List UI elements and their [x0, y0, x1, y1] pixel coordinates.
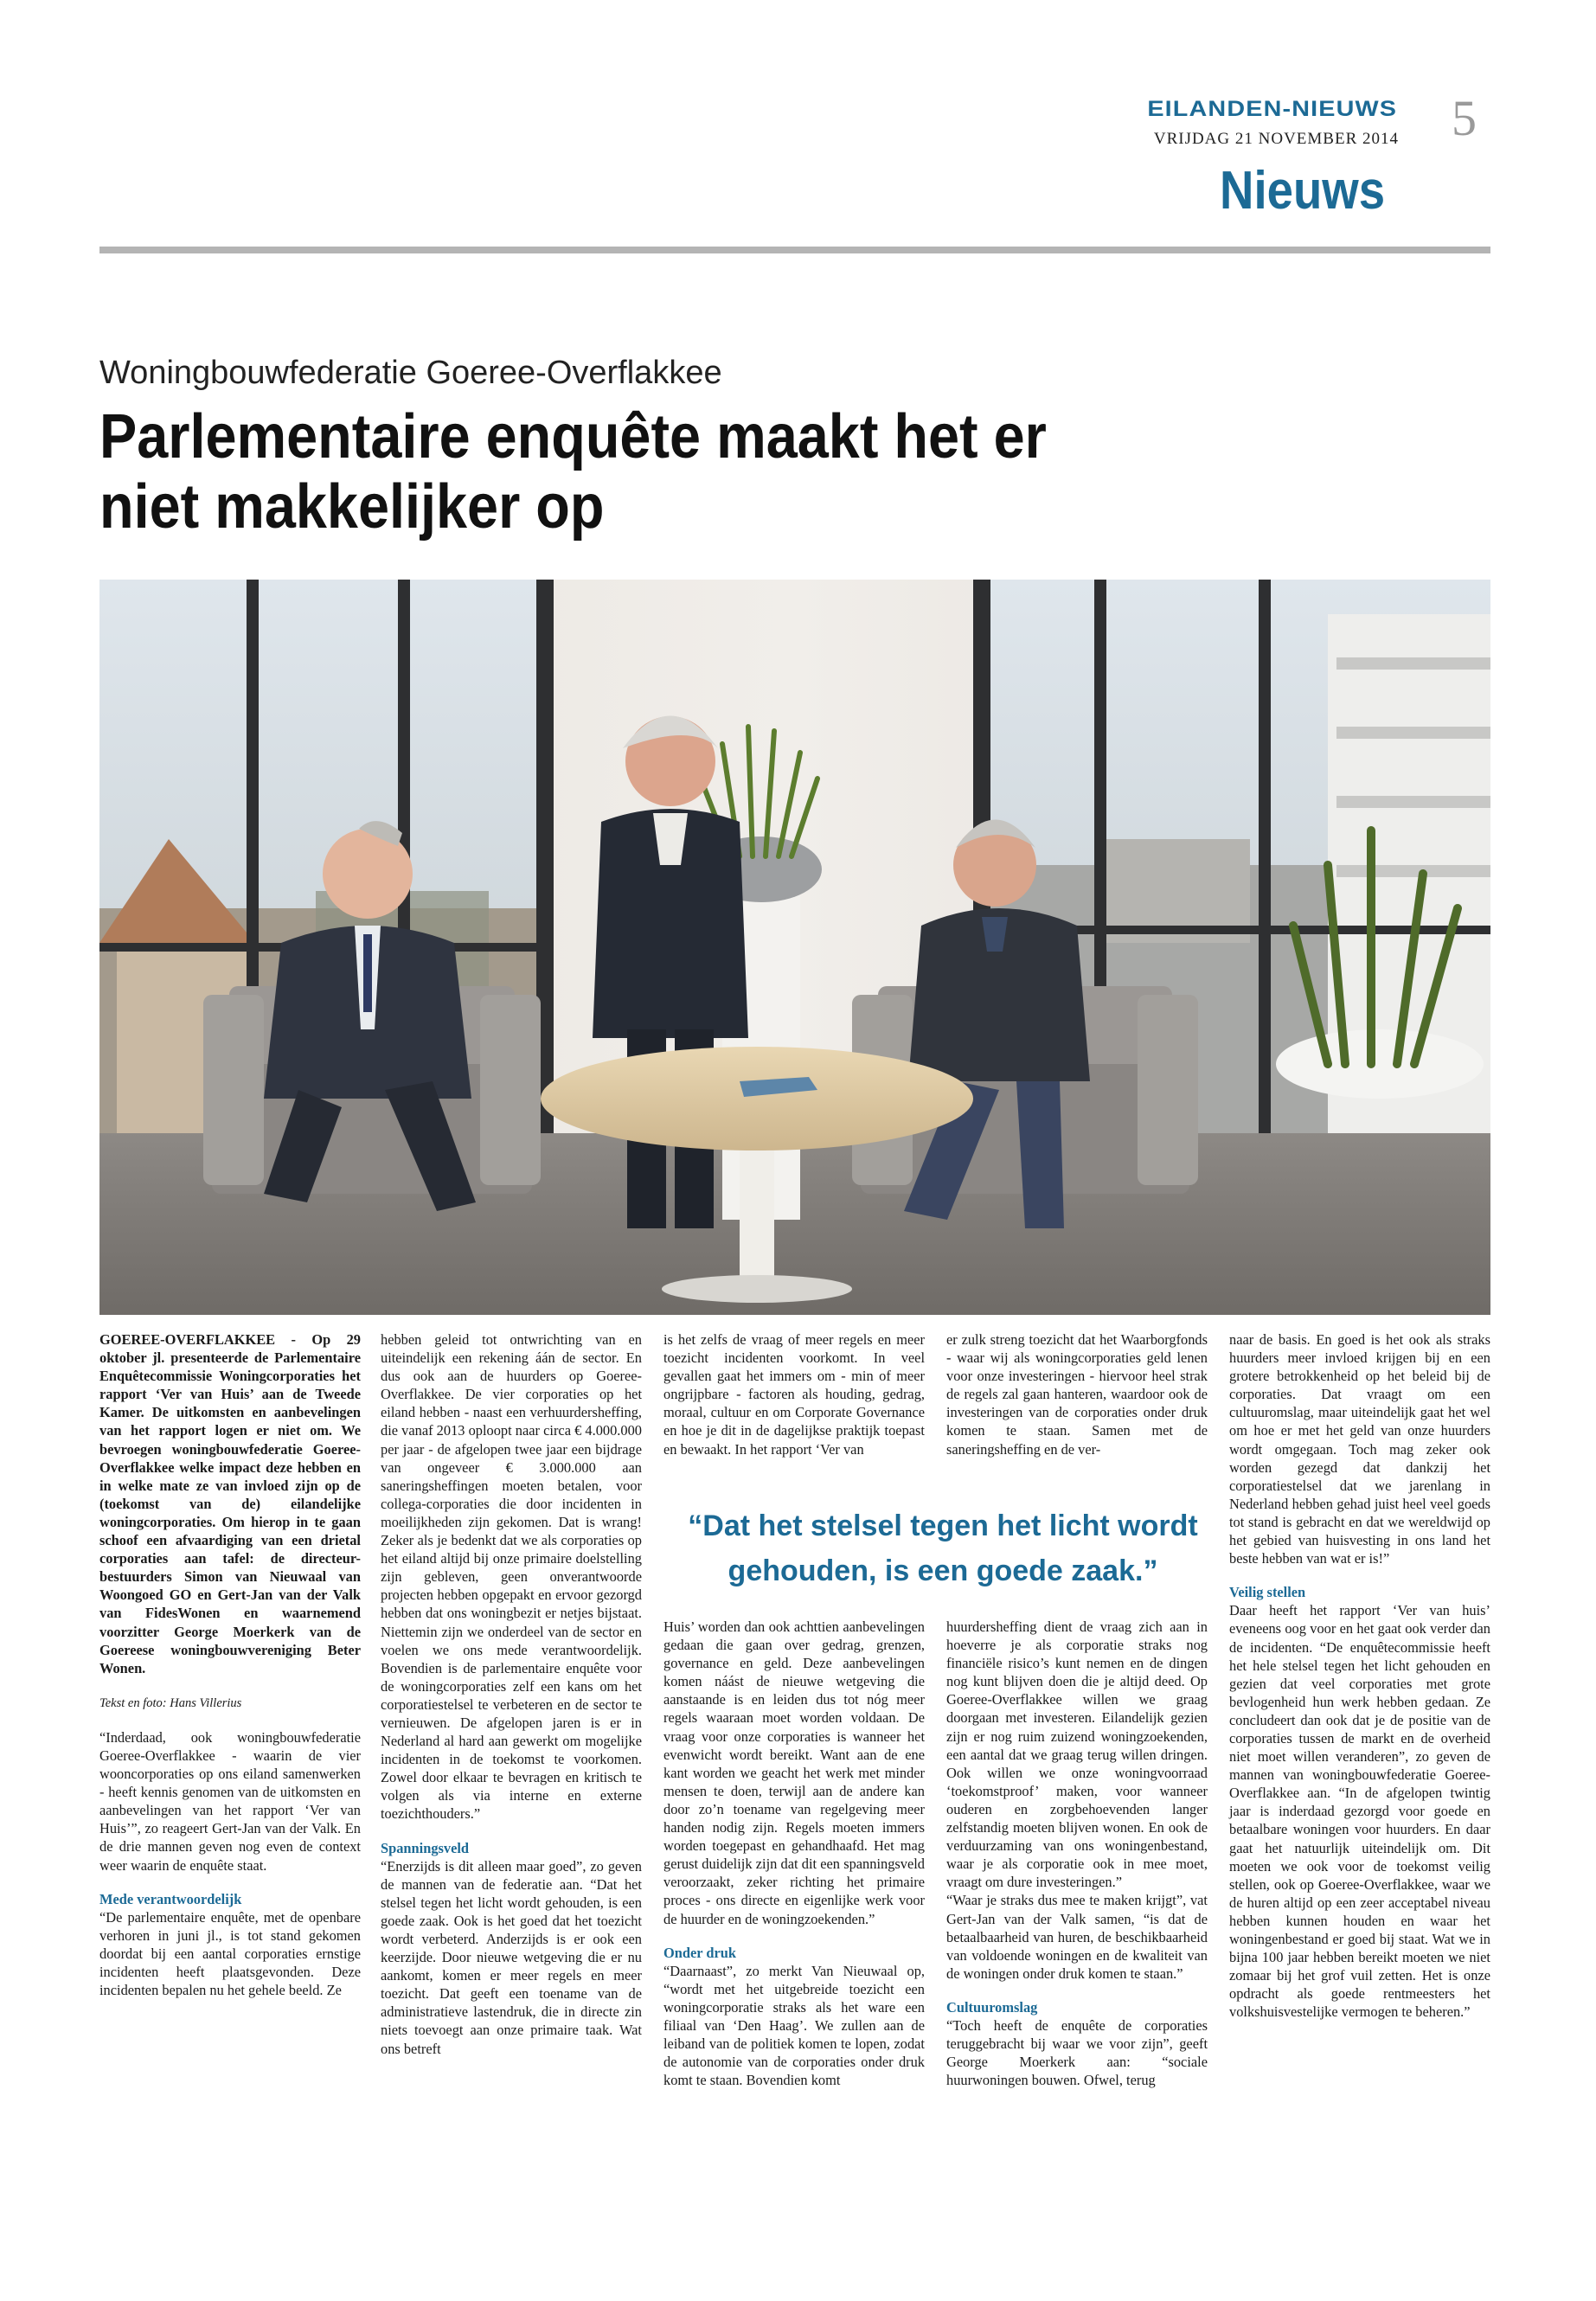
subheading: Onder druk	[663, 1944, 736, 1961]
subheading: Spanningsveld	[381, 1839, 470, 1856]
article-lead: GOEREE-OVERFLAKKEE - Op 29 oktober jl. presenteerde de Parlementaire Enquêtecommissie Woningcorporaties het rapport ‘Ver van Huis’ aan de Tweede Kamer. De uitkomsten en aanbevelingen van het rapport logen er niet om. We bevroegen woningbouwfederatie Goeree-Overflakkee welke impact deze hebben en in welke mate ze van invloed zijn op de (toekomst van de) eilandelijke woningcorporaties. Om hierop in te gaan schoof een afvaardiging van een drietal corporaties aan tafel: de directeur-bestuurders Simon van Nieuwaal van Woongoed GO en Gert-Jan van der Valk van FidesWonen en waarnemend voorzitter George Moerkerk van de Goereese woningbouwvereniging Beter Wonen.	[99, 1331, 361, 1676]
article-kicker: Woningbouwfederatie Goeree-Overflakkee	[99, 355, 722, 391]
body-paragraph: “De parlementaire enquête, met de openbare verhoren in juni jl., is tot stand gekomen doordat bij een aantal corporaties ernstige incidenten heeft plaatsgevonden. Deze incidenten bepalen nu het gehele beeld. Ze	[99, 1908, 361, 1999]
body-paragraph: “Toch heeft de enquête de corporaties teruggebracht bij waar we voor zijn”, geeft George Moerkerk aan: “sociale huurwoningen bouwen. Ofwel, terug	[946, 2016, 1208, 2089]
article-column-4-top	[946, 1330, 1208, 1458]
header-divider	[99, 247, 1490, 253]
body-paragraph: er zulk streng toezicht dat het Waarborgfonds - waar wij als woningcorporaties geld lenen voor onze investeringen - hiervoor heel strak de regels zal gaan hanteren, waardoor ook de investeringen van de corporaties onder druk komen te staan. Samen met de saneringsheffing en de ver-	[946, 1331, 1208, 1458]
article-column-1	[99, 1330, 361, 1999]
article-headline: Parlementaire enquête maakt het er niet makkelijker op	[99, 402, 1047, 542]
article-photo	[99, 580, 1490, 1315]
photo-three-men-in-lounge	[99, 580, 1490, 1315]
subheading: Cultuuromslag	[946, 1998, 1038, 2016]
pull-quote: “Dat het stelsel tegen het licht wordt gehouden, is een goede zaak.”	[688, 1509, 1198, 1587]
body-paragraph: “Waar je straks dus mee te maken krijgt”, vat Gert-Jan van der Valk samen, “is dat de betaalbaarheid van huren, de beschikbaarheid van voldoende woningen en de kwaliteit van de woningen onder druk komen te staan.”	[946, 1892, 1208, 1982]
section-title: Nieuws	[1219, 161, 1385, 221]
article-column-3-top	[663, 1330, 925, 1458]
body-paragraph: naar de basis. En goed is het ook als straks huurders meer invloed krijgen bij en een grotere betrokkenheid op het beleid bij de corporaties. Dat vraagt om een cultuuromslag, maar uiteindelijk gaat het wel om hoe er met het geld van onze huurders wordt omgegaan. Toch mag zeker ook worden gezegd dat dankzij het corporatiestelsel dat we jarenlang in Nederland hebben gehad juist heel veel goeds tot stand is gebracht en dat we wereldwijd op het gebied van huisvesting in ons land het beste hebben van wat er is!”	[1229, 1331, 1490, 1567]
page-number: 5	[1452, 90, 1477, 146]
body-paragraph: Daar heeft het rapport ‘Ver van huis’ eveneens oog voor en het gaat ook verder dan de incidenten. “De enquêtecommissie heeft het hele stelsel tegen het licht gehouden en gezien dat veel corporaties met grote bevlogenheid hun werk hebben gedaan. Ze concludeert dan ook dat je de positie van de corporaties tussen de markt en de overheid niet moet willen veranderen”, zo geven de mannen van woningbouwfederatie Goeree-Overflakkee aan. “In de afgelopen twintig jaar is inderdaad gezorgd voor goede en betaalbare woningen voor huurders. En daar gaat het natuurlijk uiteindelijk om. Dit moeten we ook voor de toekomst veilig stellen, ook op Goeree-Overflakkee, waar we de huren altijd op een zeer acceptabel niveau hebben kunnen houden en waar het woningenbestand er goed bij staat. Wat we in bijna 100 jaar hebben bereikt moeten we niet zomaar bij het grof vuil zetten. Het is onze opdracht als goede rentmeesters het volkshuisvestelijke vermogen te beheren.”	[1229, 1602, 1490, 2021]
issue-date: VRIJDAG 21 NOVEMBER 2014	[1153, 130, 1399, 148]
photo-credit: Tekst en foto: Hans Villerius	[99, 1695, 242, 1710]
body-paragraph: “Enerzijds is dit alleen maar goed”, zo geven de mannen van de federatie aan. “Dat het stelsel tegen het licht wordt gehouden, is een goede zaak. Ook is het goed dat het toezicht wordt verbeterd. Anderzijds is er ook een keerzijde. Door nieuwe wetgeving die er nu aankomt, komen er meer regels en meer toezicht. Dat geeft een toename van de administratieve lastendruk, die in directe zin niets toevoegt aan onze primaire taak. Wat ons betreft	[381, 1857, 642, 2057]
body-paragraph: Huis’ worden dan ook achttien aanbevelingen gedaan die gaan over gedrag, grenzen, governance en geld. Deze aanbevelingen komen náást de nieuwe wetgeving die aanstaande is en leiden dus tot nóg meer regels waaraan moet worden voldaan. De vraag voor onze corporaties is wanneer het evenwicht wordt bereikt. Want aan de ene kant worden we geacht het werk met minder mensen te doen, terwijl aan de andere kan door zo’n toename van regelgeving meer handen nodig zijn. Regels moeten immers worden toegepast en gehandhaafd. Het mag gerust duidelijk zijn dat dit een spanningsveld veroorzaakt, zeker richting het primaire proces - ons directe en eigenlijke werk voor de huurder en de woningzoekenden.”	[663, 1618, 925, 1927]
article-column-4-bottom	[946, 1618, 1208, 2089]
subheading: Veilig stellen	[1229, 1584, 1306, 1601]
body-paragraph: huurdersheffing dient de vraag zich aan in hoeverre je als corporatie straks nog financiële risico’s kunt nemen en de dingen nog kunt blijven doen die je altijd deed. Op Goeree-Overflakkee willen we graag doorgaan met investeren. Eilandelijk gezien zijn er nog ruim zuizend woningzoekenden, een aantal dat we graag terug willen dringen. Ook willen we onze woningvoorraad ‘toekomstproof’ maken, voor wanneer ouderen en zorgbehoevenden langer zelfstandig moeten blijven wonen. En ook de verduurzaming van ons woningenbestand, waar je als corporatie ook in mee moet, vraagt om dure investeringen.”	[946, 1618, 1208, 1891]
body-paragraph: “Inderdaad, ook woningbouwfederatie Goeree-Overflakkee - waarin de vier wooncorporaties op ons eiland samenwerken - heeft kennis genomen van de uitkomsten en aanbevelingen van het rapport ‘Ver van Huis’”, zo reageert Gert-Jan van der Valk. En de drie mannen geven nog even de context weer waarin de enquête staat.	[99, 1728, 361, 1874]
subheading: Mede verantwoordelijk	[99, 1890, 242, 1907]
article-column-3-bottom	[663, 1618, 925, 2089]
newspaper-logo: EILANDEN-NIEUWS	[1147, 97, 1397, 121]
body-paragraph: is het zelfs de vraag of meer regels en meer toezicht incidenten voorkomt. In veel gevallen gaat het immers om - min of meer ongrijpbare - factoren als houding, gedrag, moraal, cultuur en om Corporate Governance en hoe je dit in de dagelijkse praktijk toepast en bewaakt. In het rapport ‘Ver van	[663, 1331, 925, 1458]
body-paragraph: hebben geleid tot ontwrichting van en uiteindelijk een rekening áán de sector. En dus ook aan de huurders op Goeree-Overflakkee. De vier corporaties op het eiland hebben - naast een verhuurdersheffing, die vanaf 2013 oploopt naar circa € 4.000.000 per jaar - de afgelopen twee jaar een bijdrage van ongeveer € 3.000.000 aan saneringsheffingen moeten betalen, voor collega-corporaties die door incidenten in moeilijkheden zijn gekomen. Dat is wrang! Zeker als je bedenkt dat we als corporaties op het eiland altijd bij onze primaire doelstelling zijn gebleven, geen onverantwoorde projecten hebben opgepakt en ervoor gezorgd hebben dat ons woningbezit er netjes bijstaat. Niettemin zijn we onderdeel van de sector en voelen we ons mede verantwoordelijk. Bovendien is de parlementaire enquête voor de woningcorporaties zelf een kans om het corporatiestelsel te verbeteren en de sector te vernieuwen. De afgelopen jaren is er in Nederland al hard aan gewerkt om mogelijke incidenten in de toekomst te voorkomen. Zowel door elkaar te bevragen en kritisch te volgen als via interne en externe toezichthouders.”	[381, 1331, 642, 1823]
article-column-5	[1229, 1330, 1490, 2021]
article-column-2	[381, 1330, 642, 2058]
body-paragraph: “Daarnaast”, zo merkt Van Nieuwaal op, “wordt met het uitgebreide toezicht een woningcorporatie straks als het ware een filiaal van ‘Den Haag’. We zullen aan de leiband van de politiek komen te lopen, zodat de autonomie van de corporaties onder druk komt te staan. Bovendien komt	[663, 1962, 925, 2089]
